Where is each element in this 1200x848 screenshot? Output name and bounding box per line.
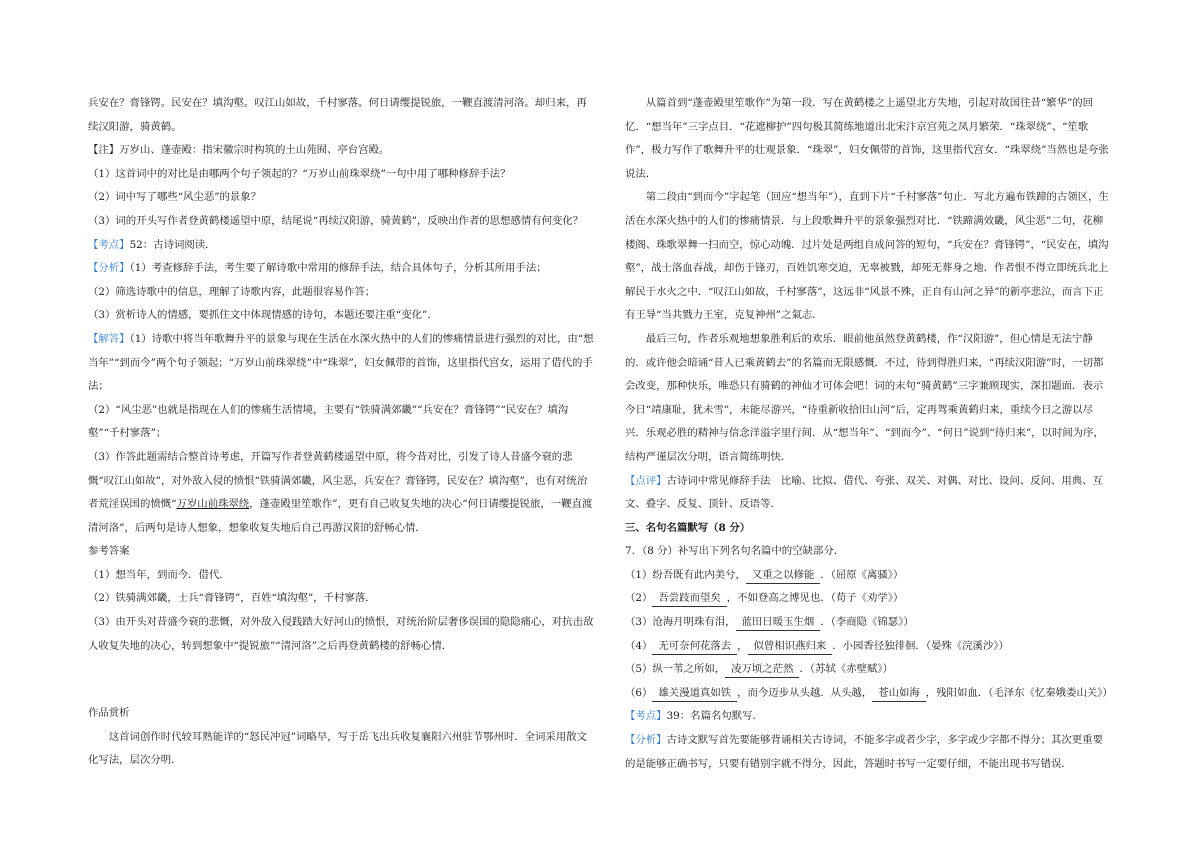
jieda-3-a: （3）作答此题需结合整首诗考虑，开篇写作者登黄鹤楼遥望中原，将今昔对比，引发了诗人昔盛今衰的悲慨“叹江山如故”，对外敌入侵的愤恨“铁骑满郊畿，风尘恶，兵安在？膏锋锷，民安在？填沟壑”，也有对统治者荒淫误国的愤慨“ [88,450,588,511]
kaodian-2-text: 39：名篇名句默写． [666,710,763,723]
note-tag: 【注】 [88,144,120,157]
fill-line-6 [625,682,1113,706]
dianping [625,470,1113,517]
jieda-2: （2）“风尘恶”也就是指现在人们的惨痛生活情境，主要有“铁骑满郊畿”“兵安在？膏锋锷”“民安在？填沟壑”“千村寥落”； [88,403,569,440]
fill-2-post: ，不如登高之博见也．（荀子《劝学》） [726,592,904,605]
fill-1-answer: 又重之以修能 [746,567,820,584]
question-7: 7．（8 分）补写出下列名句名篇中的空缺部分． [625,545,845,558]
right-column [625,92,1113,776]
fill-6-answer-2: 苍山如海 [872,685,926,702]
fill-3-post: ．（李商隐《锦瑟》） [820,616,914,629]
appreciation-3: 第二段由“到而今”字起笔（回应“想当年”），直到下片“千村寥落”句止．写北方遍布铁蹄的古领区，生活在水深火热中的人们的惨痛情景．与上段歌舞升平的景象强烈对比．“铁蹄满效畿，风尘恶”二句，花柳楼阁、珠歌翠舞一扫而空，惊心动魄．过片处是两组自成问答的短句，“兵安在？膏锋锷”，“民安在，填沟壑”，战士洛血吞战，却伤于锋刃，百姓饥寒交迫，无辜被戮，却死无葬身之地．作者恨不得立即统兵北上解民于水火之中．“叹江山如故，千村寥落”，这远非“风景不殊，正自有山河之异”的新亭悲泣，而言下正有王导“当共戮力王室，克复神州”之氣志． [625,191,1109,322]
spacer [88,658,596,702]
fill-4-answer-1: 无可奈何花落去 [652,638,737,655]
fill-5-post: ．（苏轼《赤壁赋》） [799,663,893,676]
kaodian-2-tag: 【考点】 [625,710,667,723]
kaodian-2 [625,705,1113,729]
fenxi-4 [625,729,1113,776]
fenxi-2: （2）筛选诗歌中的信息，理解了诗歌内容，此题很容易作答； [88,285,376,298]
dianping-tag: 【点评】 [625,474,667,487]
fill-4-mid: ， [737,639,748,652]
annotation [88,139,596,163]
reference-title: 参考答案 [88,545,130,558]
left-column [88,92,596,773]
fill-line-4 [625,635,1113,659]
jieda-text-1: （1）诗歌中将当年歌舞升平的景象与现在生活在水深火热中的人们的惨痛情景进行强烈的对比，由“想当年”“到而今”两个句子领起；“万岁山前珠翠绕”中“珠翠”，妇女佩带的首饰，这里指代宫女，运用了借代的手法； [88,332,594,393]
fenxi-tag: 【分析】 [88,262,130,275]
fenxi-3: （3）赏析诗人的情感，要抓住文中体现情感的诗句，本题还要注重“变化”． [88,309,438,322]
jieda-tag: 【解答】 [88,332,130,345]
fill-line-1 [625,564,1113,588]
fill-6-answer-1: 雄关漫道真如铁 [652,685,737,702]
kaodian [88,234,596,258]
poem-ending: 兵安在？膏锋锷。民安在？填沟壑。叹江山如故，千村寥落。何日请缨提锐旅，一鞭直渡清河洛。却归来，再续汉阳游，骑黄鹤。 [88,97,587,133]
kaodian-tag: 【考点】 [88,238,130,251]
fenxi-text-1: （1）考查修辞手法，考生要了解诗歌中常用的修辞手法，结合具体句子，分析其所用手法； [129,262,547,275]
fenxi-2-tag: 【分析】 [625,734,667,747]
fill-1-pre: （1）纷吾既有此内美兮， [625,568,746,581]
note-text: 万岁山、蓬壶殿：指宋徽宗时构筑的土山苑囿、亭台宫殿。 [119,144,390,157]
jieda-3-underlined: 万岁山前珠翠绕 [176,498,250,511]
fill-6-post: ，残阳如血．（毛泽东《忆秦娥娄山关》） [925,686,1113,699]
appreciation-4: 最后三句，作者乐观地想象胜利后的欢乐．眼前他虽然登黄鹤楼，作“汉阳游”，但心情是无法宁静的．或许他会暗诵“昔人已乘黄鹤去”的名篇而无限感慨．不过，待到得胜归来，“再续汉阳游”时，一切都会改变，那种快乐，唯恐只有骑鹤的神仙才可体会吧！词的末句“骑黄鹤”三字兼顾现实，深扣题面．表示今日“靖康耻，犹未雪”，未能尽游兴，“待重新收拾旧山河”后，定再驾乘黄鹤归来，重续今日之游以尽兴．乐观必胜的精神与信念洋溢字里行间．从“想当年”、“到而今”、“何日”说到“待归来”，以时间为序，结构严谨层次分明，语言简练明快． [625,332,1104,463]
appreciation-title: 作品赏析 [88,707,130,720]
fill-5-pre: （5）纵一苇之所如， [625,663,726,676]
fill-line-2 [625,587,1113,611]
jieda-1 [88,328,596,399]
fill-line-3 [625,611,1113,635]
reference-2: （2）铁骑满郊畿，士兵“膏锋锷”，百姓“填沟壑”，千村寥落． [88,592,376,605]
fill-2-pre: （2） [625,592,653,605]
fill-4-post: ．小园香径独徘徊．（晏殊《浣溪沙》） [832,639,1009,652]
appreciation-2: 从篇首到“蓬壶殿里笙歌作”为第一段．写在黄鹤楼之上遥望北方失地，引起对故国往昔“繁华”的回忆．“想当年”三字点目．“花遮柳护”四句极其简练地道出北宋汴京宫苑之凤月繁荣．“珠翠绕”、“笙歌作”，极力写作了歌舞升平的壮观景象．“珠翠”，妇女佩带的首饰，这里指代宫女．“珠翠绕”当然也是夸张说法． [625,97,1109,180]
kaodian-text: 52：古诗词阅读． [129,238,216,251]
fenxi-4-text: 古诗文默写首先要能够背诵相关古诗词，不能多字或者少字，多字或少字都不得分；其次更重要的是能够正确书写，只要有错别字就不得分，因此，答题时书写一定要仔细，不能出现书写错误． [625,734,1103,770]
fill-4-pre: （4） [625,639,653,652]
jieda-3 [88,446,596,540]
appreciation-1: 这首词创作时代较耳熟能详的“怒民冲冠”词略早，写于岳飞出兵收复襄阳六州驻节鄂州时．全词采用散文化写法，层次分明． [88,730,587,767]
fill-4-answer-2: 似曾相识燕归来 [748,638,833,655]
dianping-text: 古诗词中常见修辞手法 比喻、比拟、借代、夸张、双关、对偶、对比、设问、反问、用典、互文、叠字、反复、顶针、反语等． [625,474,1103,511]
fill-6-pre: （6） [625,686,653,699]
question-2: （2）词中写了哪些“风尘恶”的景象？ [88,191,262,204]
fill-line-5 [625,658,1113,682]
question-1: （1）这首词中的对比是由哪两个句子领起的？“万岁山前珠翠绕”一句中用了哪种修辞手法？ [88,167,511,180]
fenxi-1 [88,257,596,281]
jieda-3-b: ，蓬壶殿里笙歌作”，更有自己收复失地的决心“何日请缨提锐旅，一鞭直渡清河洛”，后两句是诗人想象，想象收复失地后自己再游汉阳的舒畅心情． [88,498,593,534]
fill-5-answer: 凌万顷之茫然 [725,661,799,678]
question-3: （3）词的开头写作者登黄鹤楼遥望中原，结尾说“再续汉阳游，骑黄鹤”，反映出作者的思想感情有何变化？ [88,214,584,227]
reference-1: （1）想当年，到而今．借代． [88,568,230,581]
fill-1-post: ．（屈原《离骚》） [820,568,904,581]
fill-3-pre: （3）沧海月明珠有泪， [625,616,736,629]
fill-2-answer: 吾尝跂而望矣 [652,590,726,607]
fill-3-answer: 蓝田日暖玉生烟 [736,614,821,631]
fill-6-mid: ，而今迈步从头越．从头越， [737,686,873,699]
reference-3: （3）由开头对昔盛今衰的悲慨，对外敌入侵践踏大好河山的愤恨，对统治阶层奢侈误国的隐隐痛心，对抗击敌人收复失地的决心，转到想象中“提锐旅”“清河洛”之后再登黄鹤楼的舒畅心情． [88,616,594,652]
section-3-heading: 三、名句名篇默写（8 分） [625,521,751,534]
